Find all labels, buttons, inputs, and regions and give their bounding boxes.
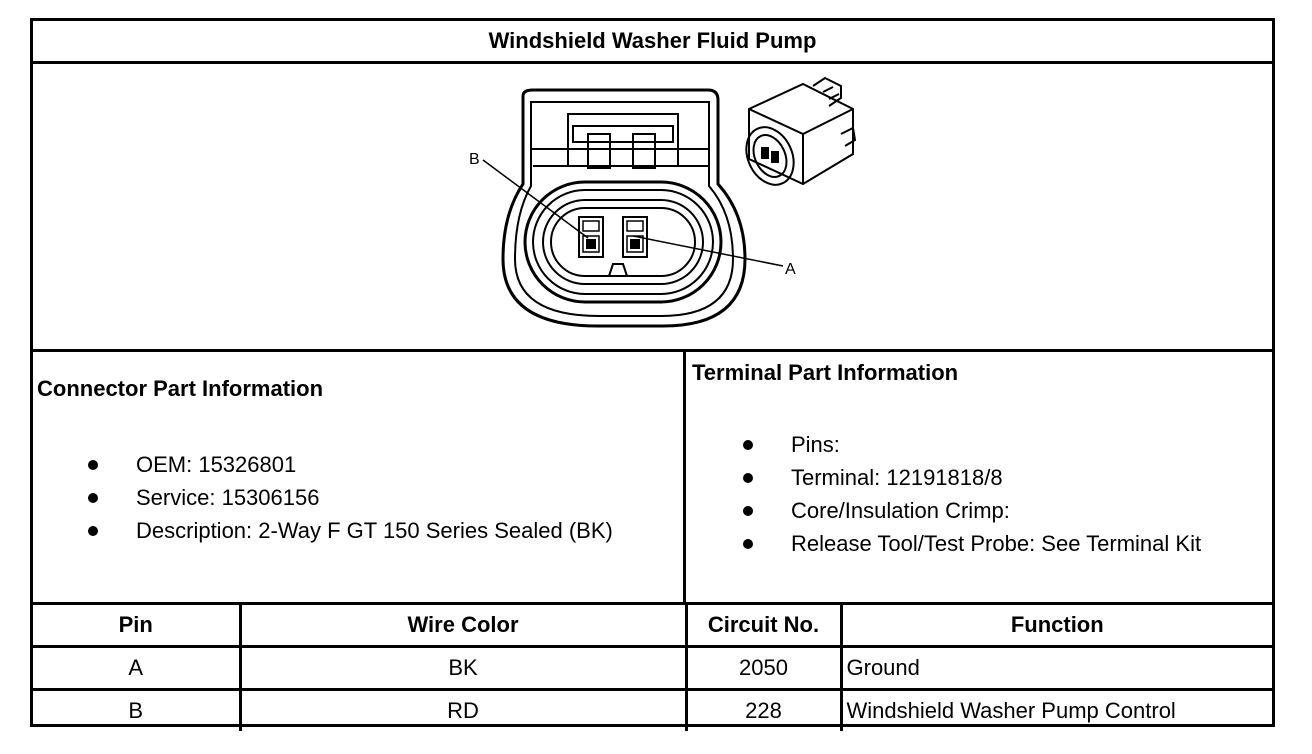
header-wire-color: Wire Color: [240, 605, 686, 647]
terminal-info-heading: Terminal Part Information: [692, 360, 959, 385]
header-pin: Pin: [33, 605, 240, 647]
cavity-b: [579, 217, 603, 257]
cell-pin: B: [33, 690, 240, 732]
header-function: Function: [841, 605, 1272, 647]
cell-wire-color: BK: [240, 647, 686, 690]
connector-sheet: [30, 18, 1275, 727]
table-header-row: [33, 605, 1272, 647]
bullet-icon: [743, 506, 753, 516]
sheet-title: Windshield Washer Fluid Pump: [33, 21, 1272, 64]
connector-info-heading: Connector Part Information: [37, 376, 324, 401]
bullet-icon: [88, 493, 98, 503]
leader-line-a: [633, 236, 783, 266]
connector-key-notch: [609, 264, 627, 276]
pinout-table: [33, 605, 1272, 731]
bullet-icon: [743, 440, 753, 450]
connector-face-diagram: [33, 64, 1272, 349]
connector-diagram-panel: [33, 64, 1272, 352]
bullet-icon: [88, 460, 98, 470]
bullet-icon: [743, 539, 753, 549]
connector-part-info: Connector Part Information OEM: 15326801 Service: 15306156 Description: 2-Way F GT 150 Series Sealed (BK): [33, 352, 686, 602]
pinout-table-area: [33, 605, 1272, 727]
cell-circuit-no: 2050: [686, 647, 841, 690]
pin-label-b: B: [469, 151, 480, 168]
cell-pin: A: [33, 647, 240, 690]
connector-isometric-illustration: [737, 78, 855, 192]
table-row: [33, 690, 1272, 732]
bullet-icon: [88, 526, 98, 536]
cell-circuit-no: 228: [686, 690, 841, 732]
cell-function: Windshield Washer Pump Control: [841, 690, 1272, 732]
terminal-part-info: Terminal Part Information Pins: Terminal: 12191818/8 Core/Insulation Crimp: Release Tool/Test Probe: See Terminal Kit: [692, 360, 1202, 556]
table-row: [33, 647, 1272, 690]
bullet-icon: [743, 473, 753, 483]
connector-latch: [568, 114, 678, 166]
part-information-row: [33, 352, 1272, 605]
cell-wire-color: RD: [240, 690, 686, 732]
header-circuit-no: Circuit No.: [686, 605, 841, 647]
cell-function: Ground: [841, 647, 1272, 690]
pin-label-a: A: [785, 261, 796, 278]
